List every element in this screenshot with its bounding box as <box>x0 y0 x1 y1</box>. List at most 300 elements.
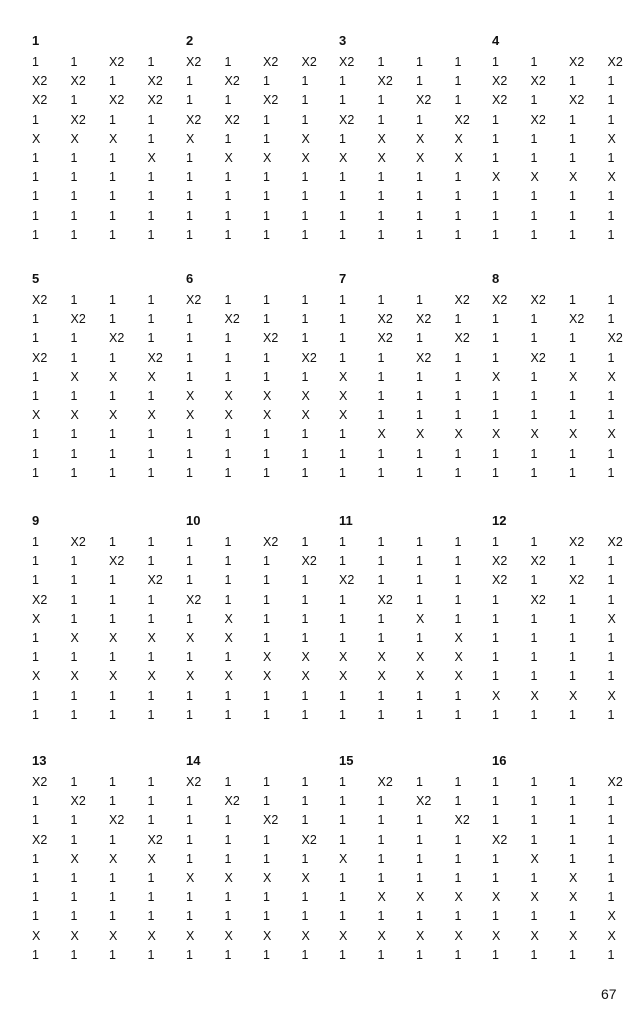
grid-cell: 1 <box>301 813 309 828</box>
grid-cell: 1 <box>109 350 116 365</box>
grid-cell: 1 <box>454 775 462 789</box>
grid-cell: 1 <box>70 208 78 223</box>
grid-cell: 1 <box>339 350 346 365</box>
grid-cell: X2 <box>339 112 355 127</box>
grid-cell: 1 <box>530 150 538 165</box>
grid-cell: X <box>301 388 310 403</box>
grid-cell: X <box>492 890 501 905</box>
grid-cell: 1 <box>339 794 346 809</box>
grid-cell: 1 <box>301 688 309 703</box>
grid-cell: X2 <box>377 312 393 327</box>
grid-cell: 1 <box>492 592 499 607</box>
grid-cell: 1 <box>377 55 385 69</box>
grid-cell: 1 <box>263 208 270 223</box>
grid-cell: 1 <box>416 554 423 569</box>
grid-cell: 1 <box>454 465 462 480</box>
grid-cell: 1 <box>70 890 78 905</box>
grid-cell: 1 <box>301 535 309 549</box>
grid-cell: 1 <box>109 870 116 885</box>
grid-cell: X2 <box>147 93 163 108</box>
grid-cell: 1 <box>530 707 538 722</box>
grid-cell: 1 <box>607 150 615 165</box>
grid-cell: X <box>263 870 272 885</box>
grid-cell: X <box>607 928 616 943</box>
grid-cell: 1 <box>377 465 385 480</box>
grid-cell: 1 <box>454 794 462 809</box>
grid-cell: X <box>454 131 463 146</box>
grid-cell: 1 <box>263 189 270 204</box>
grid-cell: 1 <box>301 170 309 185</box>
grid-cell: 1 <box>492 794 499 809</box>
grid-cell: X <box>70 131 79 146</box>
grid-cell: 1 <box>263 832 270 847</box>
grid-cell: 1 <box>492 227 499 242</box>
grid-cell: 1 <box>492 408 499 423</box>
grid-cell: X2 <box>109 93 125 108</box>
grid-cell: X <box>569 688 578 703</box>
grid-cell: 1 <box>492 947 499 962</box>
grid-cell: X <box>569 369 578 384</box>
grid-cell: X2 <box>530 350 546 365</box>
grid-cell: 1 <box>186 150 193 165</box>
block-number: 3 <box>339 33 347 48</box>
grid-cell: 1 <box>186 446 193 461</box>
grid-cell: X2 <box>301 55 317 69</box>
grid-cell: 1 <box>339 554 346 569</box>
block-grid <box>32 533 186 725</box>
grid-cell: X <box>530 890 539 905</box>
page-number: 67 <box>601 986 617 1002</box>
grid-cell: X2 <box>569 93 585 108</box>
grid-cell: 1 <box>569 388 576 403</box>
grid-cell: X2 <box>224 74 240 89</box>
grid-cell: 1 <box>32 331 39 346</box>
grid-cell: 1 <box>301 630 309 645</box>
grid-cell: X2 <box>70 535 86 549</box>
grid-cell: 1 <box>70 427 78 442</box>
grid-cell: 1 <box>454 870 462 885</box>
grid-cell: 1 <box>70 611 78 626</box>
grid-cell: 1 <box>186 650 193 665</box>
grid-cell: 1 <box>186 227 193 242</box>
grid-cell: X2 <box>32 350 48 365</box>
grid-cell: X2 <box>224 312 240 327</box>
grid-cell: 1 <box>607 870 615 885</box>
grid-cell: 1 <box>70 688 78 703</box>
grid-cell: 1 <box>492 446 499 461</box>
grid-cell: 1 <box>32 170 39 185</box>
grid-cell: 1 <box>492 331 499 346</box>
grid-cell: 1 <box>607 650 615 665</box>
grid-cell: X2 <box>70 112 86 127</box>
grid-cell: X <box>224 630 233 645</box>
block-grid <box>492 53 640 245</box>
grid-cell: 1 <box>186 573 193 588</box>
grid-cell: X2 <box>377 775 393 789</box>
grid-cell: 1 <box>147 208 155 223</box>
grid-cell: 1 <box>263 170 270 185</box>
grid-cell: 1 <box>224 707 232 722</box>
grid-cell: X <box>147 630 156 645</box>
grid-cell: 1 <box>70 650 78 665</box>
grid-cell: 1 <box>339 208 346 223</box>
grid-cell: 1 <box>569 909 576 924</box>
grid-cell: 1 <box>186 465 193 480</box>
grid-cell: X <box>70 851 79 866</box>
grid-cell: 1 <box>109 909 116 924</box>
grid-cell: 1 <box>32 707 39 722</box>
grid-cell: 1 <box>530 947 538 962</box>
grid-cell: X <box>109 630 118 645</box>
grid-cell: 1 <box>339 189 346 204</box>
grid-cell: 1 <box>569 947 576 962</box>
grid-cell: X <box>301 928 310 943</box>
grid-cell: 1 <box>70 446 78 461</box>
grid-cell: X <box>263 150 272 165</box>
grid-cell: 1 <box>454 947 462 962</box>
block-grid <box>339 291 493 483</box>
grid-cell: X2 <box>263 535 279 549</box>
grid-cell: X2 <box>301 554 317 569</box>
grid-cell: 1 <box>569 131 576 146</box>
grid-cell: X2 <box>607 331 623 346</box>
grid-cell: X <box>607 369 616 384</box>
grid-cell: X <box>339 408 348 423</box>
grid-cell: X <box>607 688 616 703</box>
grid-cell: 1 <box>224 775 232 789</box>
grid-cell: 1 <box>263 554 270 569</box>
grid-cell: 1 <box>377 554 385 569</box>
grid-cell: X2 <box>32 775 48 789</box>
grid-cell: 1 <box>301 611 309 626</box>
grid-cell: X <box>186 928 195 943</box>
grid-cell: X <box>416 650 425 665</box>
grid-cell: X2 <box>492 74 508 89</box>
grid-cell: 1 <box>147 465 155 480</box>
grid-cell: 1 <box>70 832 78 847</box>
grid-cell: 1 <box>263 350 270 365</box>
grid-cell: 1 <box>186 707 193 722</box>
grid-cell: 1 <box>416 293 423 307</box>
grid-cell: X2 <box>70 74 86 89</box>
grid-cell: X <box>70 928 79 943</box>
grid-cell: X <box>339 650 348 665</box>
grid-cell: 1 <box>186 890 193 905</box>
grid-cell: 1 <box>530 535 538 549</box>
grid-cell: 1 <box>32 688 39 703</box>
grid-cell: 1 <box>109 312 116 327</box>
grid-cell: X2 <box>569 312 585 327</box>
grid-cell: X <box>301 650 310 665</box>
grid-cell: 1 <box>186 427 193 442</box>
grid-cell: 1 <box>492 851 499 866</box>
grid-cell: 1 <box>263 131 270 146</box>
grid-cell: 1 <box>32 573 39 588</box>
grid-cell: 1 <box>186 369 193 384</box>
grid-cell: 1 <box>454 55 462 69</box>
grid-cell: 1 <box>607 227 615 242</box>
grid-cell: 1 <box>530 465 538 480</box>
grid-cell: X <box>109 369 118 384</box>
grid-cell: 1 <box>607 669 615 684</box>
grid-cell: 1 <box>186 554 193 569</box>
grid-cell: 1 <box>147 794 155 809</box>
grid-cell: X2 <box>70 794 86 809</box>
grid-cell: 1 <box>569 630 576 645</box>
grid-cell: 1 <box>339 465 346 480</box>
grid-cell: 1 <box>147 427 155 442</box>
grid-cell: X <box>377 150 386 165</box>
grid-cell: 1 <box>607 592 615 607</box>
grid-cell: 1 <box>70 331 78 346</box>
grid-cell: X <box>263 928 272 943</box>
grid-cell: X <box>454 427 463 442</box>
grid-cell: 1 <box>263 909 270 924</box>
grid-cell: 1 <box>263 293 270 307</box>
grid-cell: 1 <box>109 890 116 905</box>
grid-cell: 1 <box>147 312 155 327</box>
grid-cell: X <box>301 131 310 146</box>
grid-cell: 1 <box>339 890 346 905</box>
grid-cell: 1 <box>377 573 385 588</box>
grid-cell: X2 <box>416 794 432 809</box>
grid-cell: 1 <box>70 189 78 204</box>
grid-cell: 1 <box>224 832 232 847</box>
grid-cell: 1 <box>301 331 309 346</box>
grid-cell: 1 <box>32 909 39 924</box>
grid-cell: 1 <box>339 813 346 828</box>
grid-cell: X <box>147 150 156 165</box>
grid-cell: 1 <box>377 446 385 461</box>
grid-cell: 1 <box>339 293 346 307</box>
grid-cell: 1 <box>607 573 615 588</box>
block-number: 9 <box>32 513 40 528</box>
grid-cell: 1 <box>607 312 615 327</box>
grid-cell: 1 <box>70 170 78 185</box>
grid-cell: 1 <box>530 650 538 665</box>
grid-cell: X <box>454 650 463 665</box>
block-grid <box>186 533 340 725</box>
grid-cell: 1 <box>492 707 499 722</box>
block-number: 7 <box>339 271 347 286</box>
grid-cell: 1 <box>377 813 385 828</box>
grid-cell: 1 <box>70 93 78 108</box>
grid-cell: 1 <box>607 74 615 89</box>
grid-cell: 1 <box>147 535 155 549</box>
grid-cell: 1 <box>454 707 462 722</box>
grid-cell: 1 <box>530 131 538 146</box>
grid-cell: X2 <box>530 112 546 127</box>
grid-cell: 1 <box>224 650 232 665</box>
grid-cell: 1 <box>263 465 270 480</box>
grid-cell: 1 <box>70 707 78 722</box>
grid-cell: 1 <box>492 535 499 549</box>
grid-cell: 1 <box>492 150 499 165</box>
grid-cell: X2 <box>454 813 470 828</box>
grid-cell: 1 <box>339 331 346 346</box>
grid-cell: 1 <box>607 112 615 127</box>
grid-cell: X2 <box>32 293 48 307</box>
grid-cell: 1 <box>454 851 462 866</box>
grid-cell: X <box>224 388 233 403</box>
grid-cell: 1 <box>109 189 116 204</box>
grid-cell: 1 <box>492 909 499 924</box>
grid-cell: 1 <box>569 794 576 809</box>
grid-cell: 1 <box>339 707 346 722</box>
grid-cell: 1 <box>492 650 499 665</box>
grid-cell: 1 <box>377 369 385 384</box>
grid-cell: 1 <box>147 688 155 703</box>
grid-cell: X <box>492 369 501 384</box>
grid-cell: 1 <box>109 427 116 442</box>
grid-cell: 1 <box>32 870 39 885</box>
grid-cell: 1 <box>186 350 193 365</box>
grid-cell: X <box>339 928 348 943</box>
grid-cell: 1 <box>492 669 499 684</box>
grid-cell: 1 <box>186 74 193 89</box>
grid-cell: 1 <box>224 427 232 442</box>
grid-cell: 1 <box>301 189 309 204</box>
grid-cell: X2 <box>32 592 48 607</box>
grid-cell: 1 <box>224 688 232 703</box>
grid-cell: X <box>70 369 79 384</box>
grid-cell: X <box>301 150 310 165</box>
grid-cell: 1 <box>607 350 615 365</box>
grid-cell: 1 <box>607 189 615 204</box>
grid-cell: 1 <box>32 150 39 165</box>
grid-cell: 1 <box>454 74 462 89</box>
block-number: 14 <box>186 753 201 768</box>
grid-cell: 1 <box>263 227 270 242</box>
grid-cell: 1 <box>70 388 78 403</box>
grid-cell: 1 <box>32 55 39 69</box>
grid-cell: 1 <box>224 909 232 924</box>
block-grid <box>492 773 640 965</box>
grid-cell: X2 <box>109 331 125 346</box>
grid-cell: 1 <box>416 388 423 403</box>
grid-cell: 1 <box>147 813 155 828</box>
grid-cell: X2 <box>186 592 202 607</box>
grid-cell: X <box>263 669 272 684</box>
grid-cell: 1 <box>416 170 423 185</box>
grid-cell: X2 <box>109 813 125 828</box>
grid-cell: 1 <box>530 55 538 69</box>
grid-cell: 1 <box>147 112 155 127</box>
grid-cell: 1 <box>70 592 78 607</box>
grid-cell: 1 <box>339 775 346 789</box>
grid-cell: 1 <box>454 312 462 327</box>
grid-cell: 1 <box>186 93 193 108</box>
grid-cell: X <box>530 851 539 866</box>
grid-cell: 1 <box>339 870 346 885</box>
grid-cell: 1 <box>339 630 346 645</box>
grid-cell: X2 <box>263 93 279 108</box>
grid-cell: 1 <box>109 592 116 607</box>
grid-cell: X <box>147 369 156 384</box>
grid-cell: X <box>147 928 156 943</box>
grid-cell: 1 <box>492 611 499 626</box>
grid-cell: 1 <box>301 573 309 588</box>
grid-cell: 1 <box>109 775 116 789</box>
grid-cell: 1 <box>263 630 270 645</box>
grid-cell: 1 <box>607 93 615 108</box>
grid-cell: X2 <box>530 592 546 607</box>
grid-cell: X <box>339 669 348 684</box>
grid-cell: 1 <box>416 112 423 127</box>
grid-cell: X <box>32 611 41 626</box>
grid-cell: 1 <box>416 446 423 461</box>
grid-cell: 1 <box>569 293 576 307</box>
grid-cell: X <box>454 669 463 684</box>
grid-cell: 1 <box>224 947 232 962</box>
block-grid <box>492 533 640 725</box>
grid-cell: 1 <box>263 688 270 703</box>
grid-cell: 1 <box>607 707 615 722</box>
grid-cell: 1 <box>32 650 39 665</box>
grid-cell: X <box>339 388 348 403</box>
grid-cell: 1 <box>224 592 232 607</box>
grid-cell: 1 <box>301 909 309 924</box>
grid-cell: 1 <box>32 427 39 442</box>
grid-cell: X2 <box>224 794 240 809</box>
grid-cell: 1 <box>186 947 193 962</box>
grid-cell: X <box>109 928 118 943</box>
grid-cell: 1 <box>607 813 615 828</box>
grid-cell: 1 <box>416 775 423 789</box>
grid-cell: X <box>416 131 425 146</box>
grid-cell: X2 <box>263 55 279 69</box>
grid-cell: 1 <box>454 227 462 242</box>
grid-cell: 1 <box>416 832 423 847</box>
grid-cell: 1 <box>301 93 309 108</box>
grid-cell: 1 <box>569 707 576 722</box>
grid-cell: 1 <box>607 832 615 847</box>
grid-cell: X <box>109 669 118 684</box>
grid-cell: 1 <box>70 947 78 962</box>
grid-cell: X <box>224 928 233 943</box>
grid-cell: X2 <box>492 93 508 108</box>
grid-cell: 1 <box>530 331 538 346</box>
grid-cell: 1 <box>147 909 155 924</box>
grid-cell: 1 <box>416 947 423 962</box>
grid-cell: 1 <box>109 611 116 626</box>
grid-cell: 1 <box>454 446 462 461</box>
grid-cell: 1 <box>186 312 193 327</box>
block-grid <box>32 53 186 245</box>
grid-cell: X2 <box>186 293 202 307</box>
grid-cell: 1 <box>224 131 232 146</box>
grid-cell: 1 <box>377 227 385 242</box>
grid-cell: X2 <box>492 554 508 569</box>
grid-cell: 1 <box>377 688 385 703</box>
grid-cell: X <box>224 408 233 423</box>
grid-cell: 1 <box>377 535 385 549</box>
grid-cell: X2 <box>569 55 585 69</box>
block-number: 5 <box>32 271 40 286</box>
grid-cell: 1 <box>224 573 232 588</box>
grid-cell: 1 <box>70 227 78 242</box>
grid-cell: 1 <box>186 331 193 346</box>
grid-cell: 1 <box>109 794 116 809</box>
grid-cell: 1 <box>301 890 309 905</box>
grid-cell: 1 <box>569 350 576 365</box>
grid-cell: X <box>530 688 539 703</box>
block-grid <box>186 773 340 965</box>
grid-cell: 1 <box>147 55 155 69</box>
grid-cell: 1 <box>301 851 309 866</box>
grid-cell: 1 <box>70 909 78 924</box>
grid-cell: 1 <box>454 832 462 847</box>
